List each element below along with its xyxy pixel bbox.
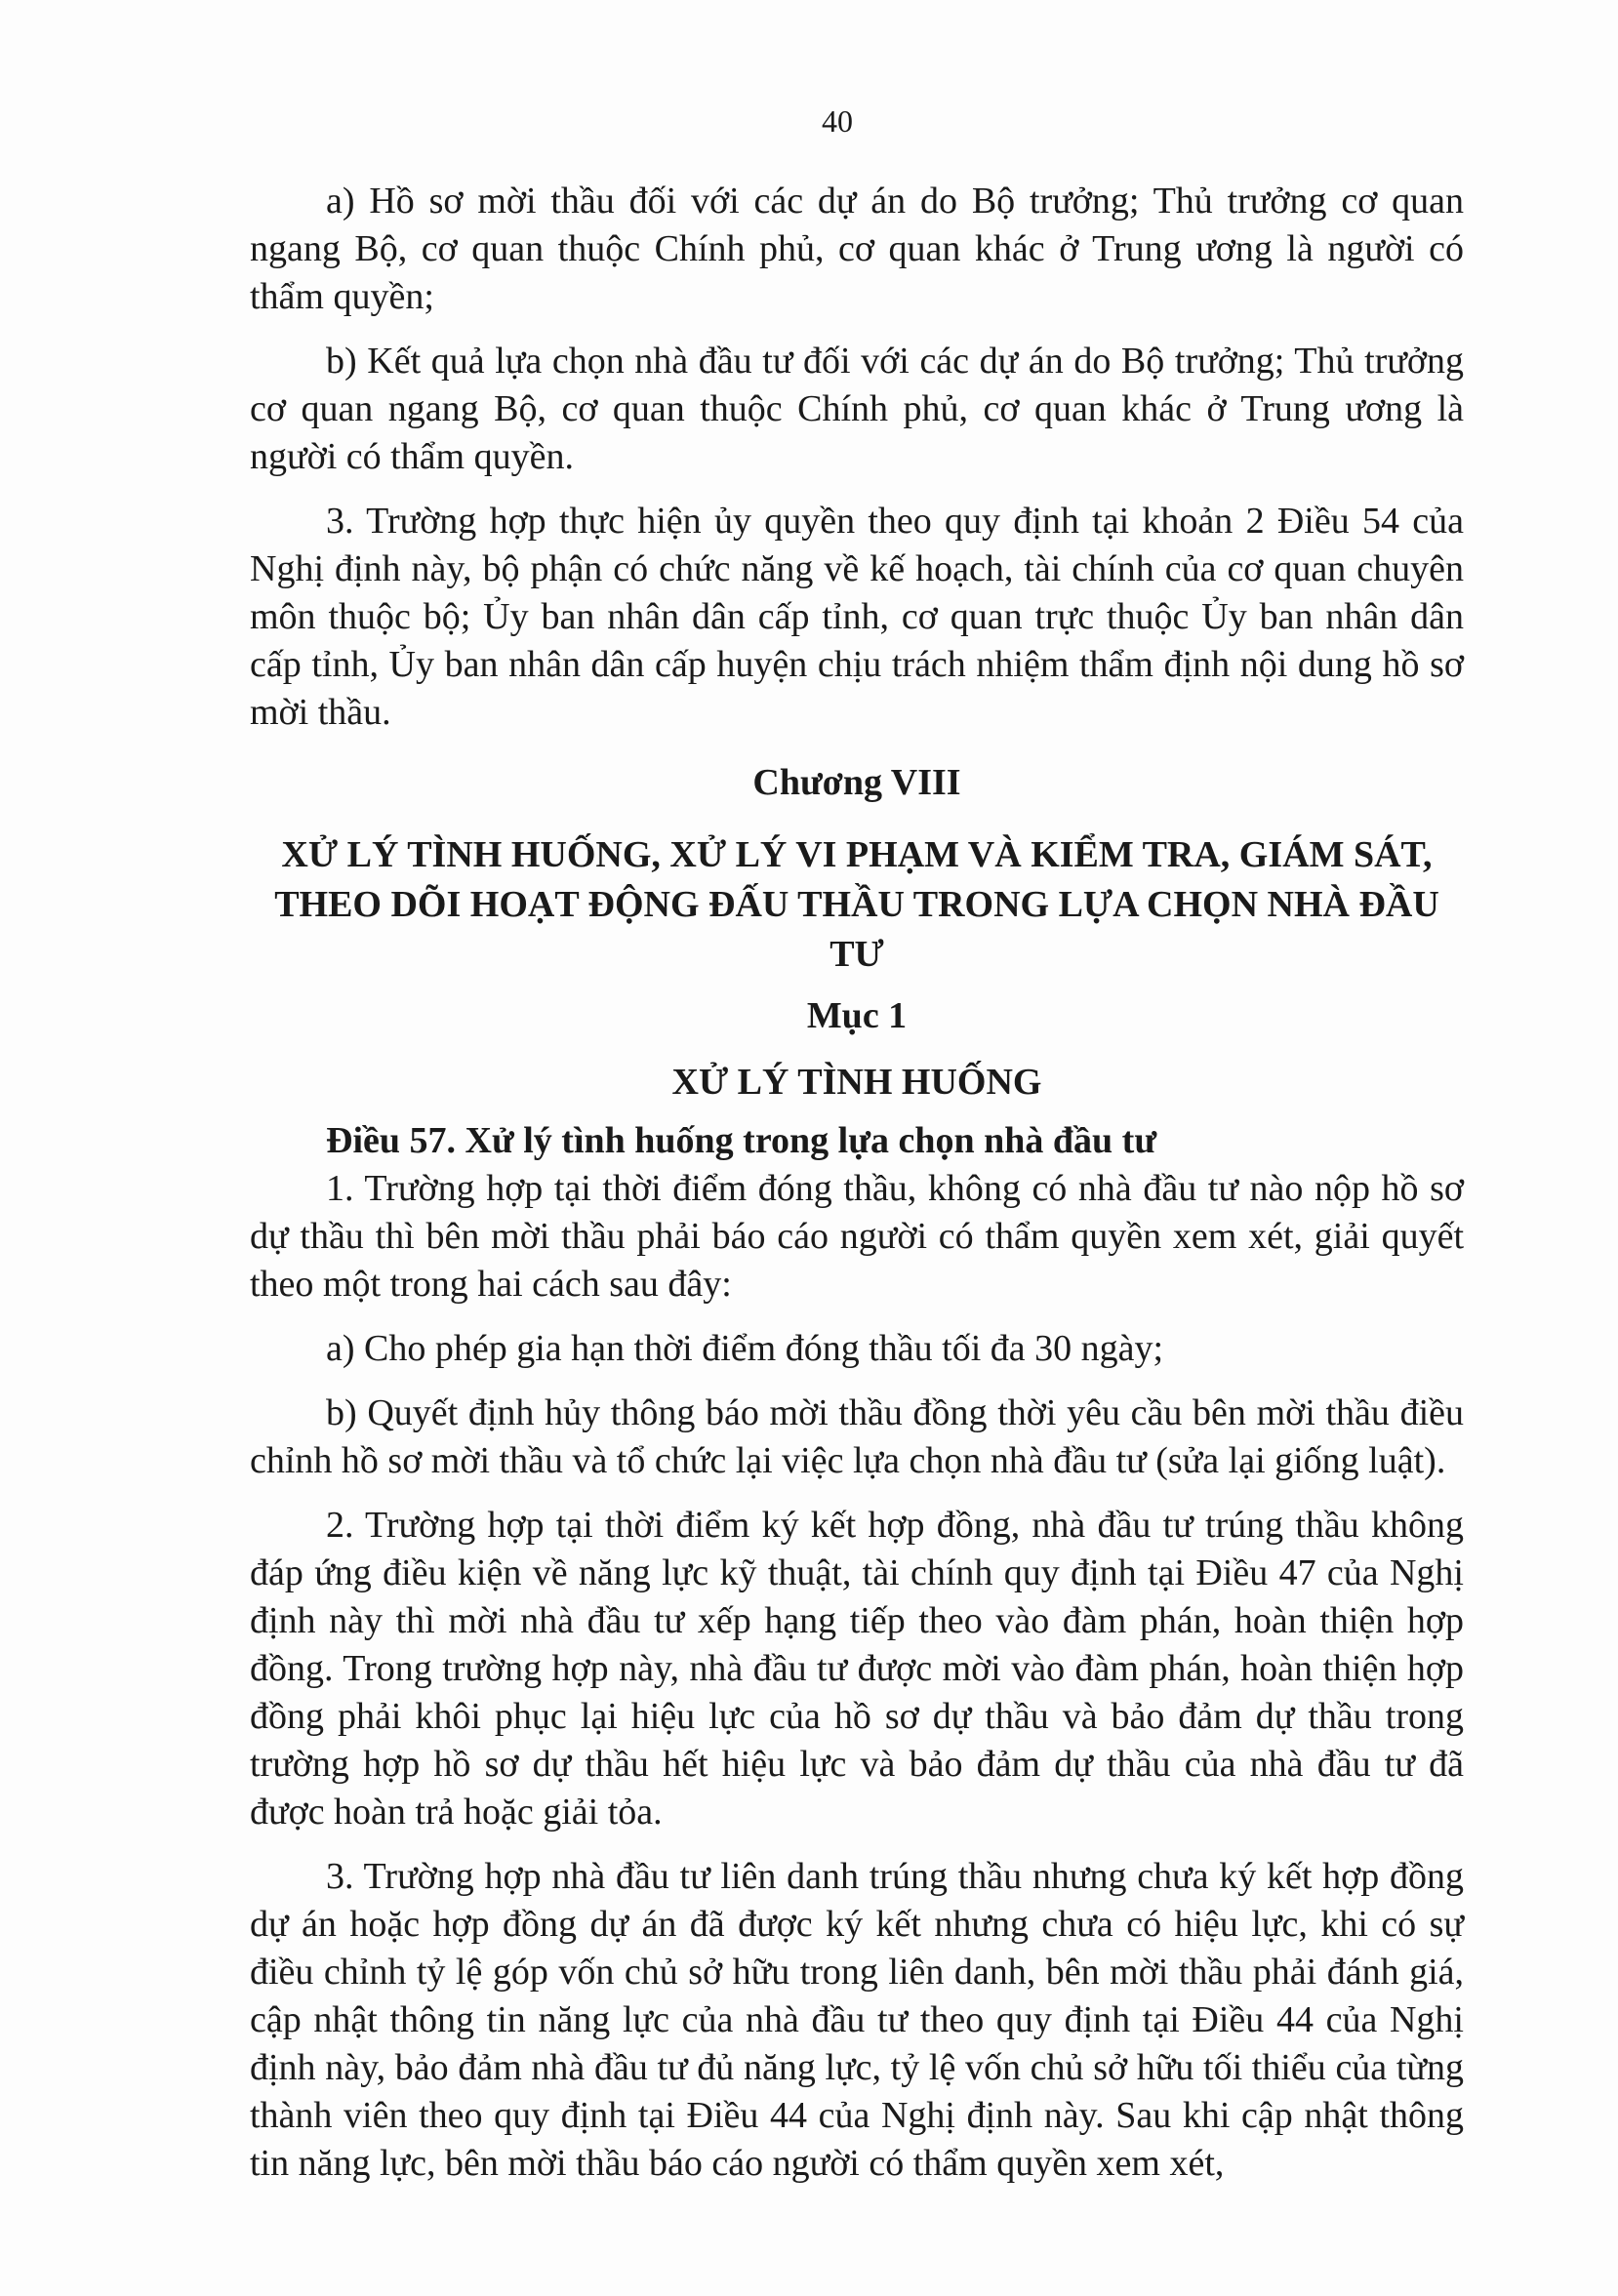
chapter-label: Chương VIII [752,762,961,803]
article-paragraph-2: 2. Trường hợp tại thời điểm ký kết hợp đồng, nhà đầu tư trúng thầu không đáp ứng điều kiện về năng lực kỹ thuật, tài chính quy định tại Điều 47 của Nghị định này thì mời nhà đầu tư xếp hạng tiếp theo vào đàm phán, hoàn thiện hợp đồng. Trong trường hợp này, nhà đầu tư được mời vào đàm phán, hoàn thiện hợp đồng phải khôi phục lại hiệu lực của hồ sơ dự thầu và bảo đảm dự thầu trong trường hợp hồ sơ dự thầu hết hiệu lực và bảo đảm dự thầu của nhà đầu tư đã được hoàn trả hoặc giải tỏa. [250,1505,1464,1833]
paragraph-3: 3. Trường hợp thực hiện ủy quyền theo quy định tại khoản 2 Điều 54 của Nghị định này, bộ phận có chức năng về kế hoạch, tài chính của cơ quan chuyên môn thuộc bộ; Ủy ban nhân dân cấp tỉnh, cơ quan trực thuộc Ủy ban nhân dân cấp tỉnh, Ủy ban nhân dân cấp huyện chịu trách nhiệm thẩm định nội dung hồ sơ mời thầu. [250,501,1464,733]
article-paragraph-1b: b) Quyết định hủy thông báo mời thầu đồng thời yêu cầu bên mời thầu điều chỉnh hồ sơ mời thầu và tổ chức lại việc lựa chọn nhà đầu tư (sửa lại giống luật). [250,1392,1464,1481]
page-number: 40 [822,103,853,139]
article-paragraph-1: 1. Trường hợp tại thời điểm đóng thầu, không có nhà đầu tư nào nộp hồ sơ dự thầu thì bên mời thầu phải báo cáo người có thẩm quyền xem xét, giải quyết theo một trong hai cách sau đây: [250,1168,1464,1305]
page-body [250,178,1464,2188]
article-paragraph-3: 3. Trường hợp nhà đầu tư liên danh trúng thầu nhưng chưa ký kết hợp đồng dự án hoặc hợp đồng dự án đã được ký kết nhưng chưa có hiệu lực, khi có sự điều chỉnh tỷ lệ góp vốn chủ sở hữu trong liên danh, bên mời thầu phải đánh giá, cập nhật thông tin năng lực của nhà đầu tư theo quy định tại Điều 44 của Nghị định này, bảo đảm nhà đầu tư đủ năng lực, tỷ lệ vốn chủ sở hữu tối thiểu của từng thành viên theo quy định tại Điều 44 của Nghị định này. Sau khi cập nhật thông tin năng lực, bên mời thầu báo cáo người có thẩm quyền xem xét, [250,1856,1464,2184]
section-label: Mục 1 [806,995,908,1036]
paragraph-2a: a) Hồ sơ mời thầu đối với các dự án do Bộ trưởng; Thủ trưởng cơ quan ngang Bộ, cơ quan thuộc Chính phủ, cơ quan khác ở Trung ương là người có thẩm quyền; [250,181,1464,317]
section-title: XỬ LÝ TÌNH HUỐNG [671,1062,1042,1103]
chapter-title: XỬ LÝ TÌNH HUỐNG, XỬ LÝ VI PHẠM VÀ KIỂM TRA, GIÁM SÁT, THEO DÕI HOẠT ĐỘNG ĐẤU THẦU TRONG LỰA CHỌN NHÀ ĐẦU TƯ [274,834,1439,975]
paragraph-2b: b) Kết quả lựa chọn nhà đầu tư đối với các dự án do Bộ trưởng; Thủ trưởng cơ quan ngang Bộ, cơ quan thuộc Chính phủ, cơ quan khác ở Trung ương là người có thẩm quyền. [250,341,1464,477]
article-paragraph-1a: a) Cho phép gia hạn thời điểm đóng thầu tối đa 30 ngày; [326,1328,1164,1369]
article-heading: Điều 57. Xử lý tình huống trong lựa chọn nhà đầu tư [326,1120,1157,1161]
